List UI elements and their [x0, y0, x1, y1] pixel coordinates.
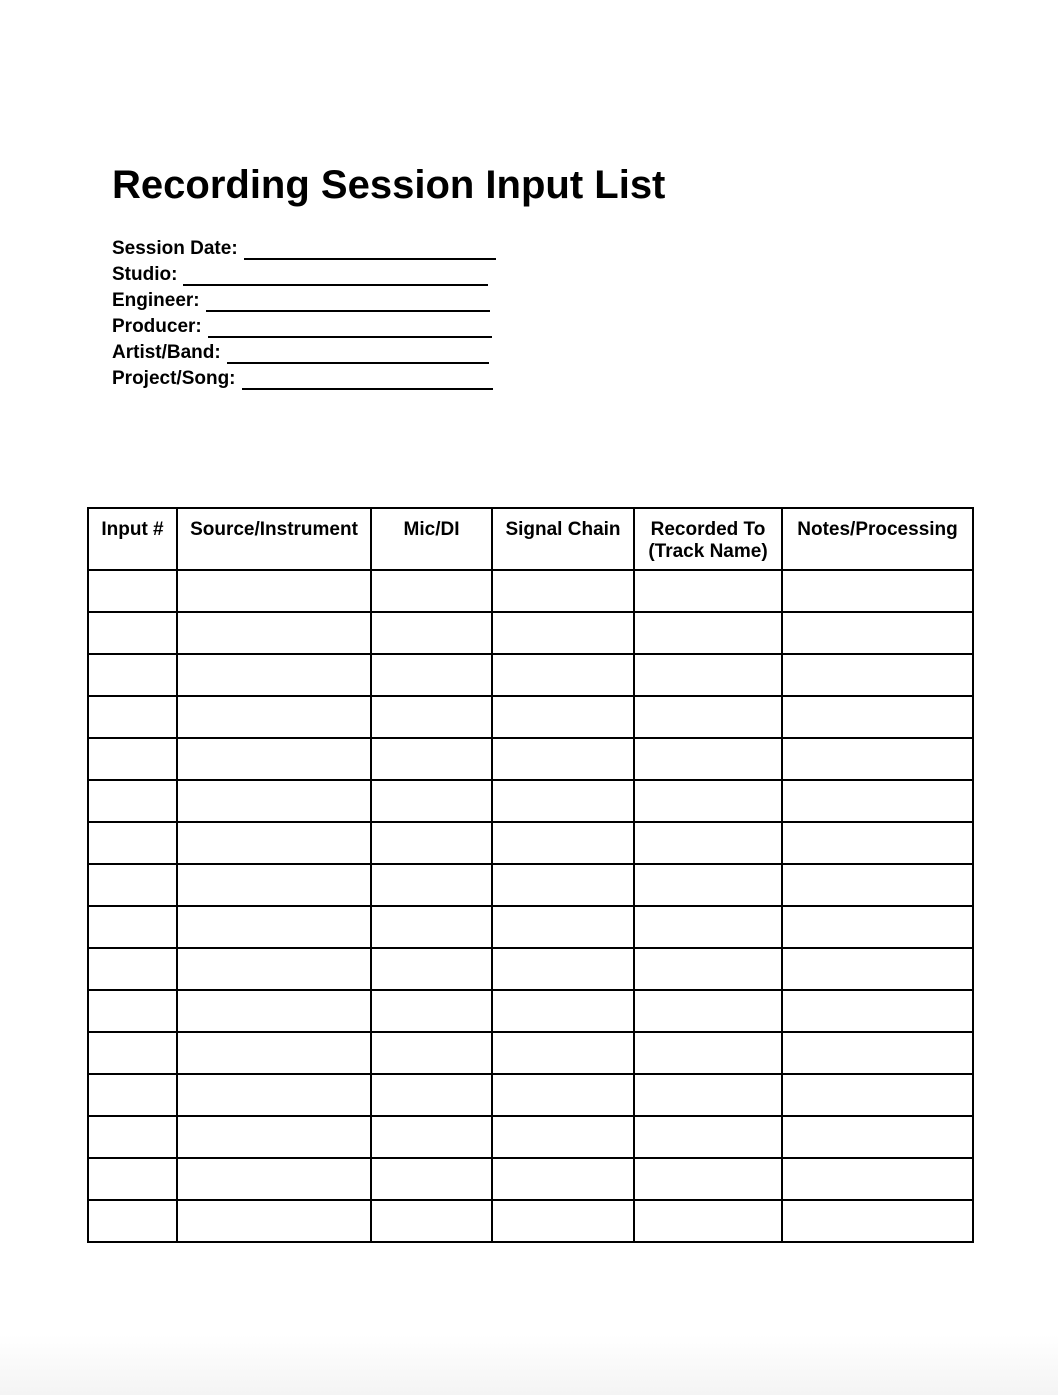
column-header-mic-di: Mic/DI	[371, 508, 492, 570]
table-row	[88, 906, 973, 948]
page-edge-shadow	[0, 1335, 1058, 1395]
cell-mic-di[interactable]	[371, 696, 492, 738]
cell-source-instrument[interactable]	[177, 654, 371, 696]
cell-notes-processing[interactable]	[782, 822, 973, 864]
cell-notes-processing[interactable]	[782, 1158, 973, 1200]
cell-input-number[interactable]	[88, 738, 177, 780]
cell-source-instrument[interactable]	[177, 1158, 371, 1200]
cell-mic-di[interactable]	[371, 1200, 492, 1242]
cell-source-instrument[interactable]	[177, 570, 371, 612]
cell-input-number[interactable]	[88, 612, 177, 654]
cell-signal-chain[interactable]	[492, 696, 634, 738]
artist-band-blank[interactable]	[227, 341, 489, 364]
producer-field	[112, 315, 496, 341]
cell-input-number[interactable]	[88, 1074, 177, 1116]
field-label: Project/Song:	[112, 368, 236, 389]
cell-input-number[interactable]	[88, 696, 177, 738]
cell-signal-chain[interactable]	[492, 864, 634, 906]
table-row	[88, 780, 973, 822]
table-row	[88, 1200, 973, 1242]
cell-recorded-to[interactable]	[634, 1074, 782, 1116]
cell-signal-chain[interactable]	[492, 1116, 634, 1158]
cell-source-instrument[interactable]	[177, 780, 371, 822]
cell-input-number[interactable]	[88, 1158, 177, 1200]
table-row	[88, 612, 973, 654]
cell-mic-di[interactable]	[371, 738, 492, 780]
cell-recorded-to[interactable]	[634, 1116, 782, 1158]
cell-recorded-to[interactable]	[634, 654, 782, 696]
cell-notes-processing[interactable]	[782, 696, 973, 738]
cell-source-instrument[interactable]	[177, 1074, 371, 1116]
cell-signal-chain[interactable]	[492, 822, 634, 864]
project-song-field	[112, 367, 496, 393]
table-row	[88, 864, 973, 906]
cell-signal-chain[interactable]	[492, 906, 634, 948]
cell-source-instrument[interactable]	[177, 612, 371, 654]
table-row	[88, 1074, 973, 1116]
cell-recorded-to[interactable]	[634, 738, 782, 780]
cell-recorded-to[interactable]	[634, 948, 782, 990]
table-header-row	[88, 508, 973, 570]
cell-recorded-to[interactable]	[634, 906, 782, 948]
cell-mic-di[interactable]	[371, 1032, 492, 1074]
table-row	[88, 570, 973, 612]
cell-recorded-to[interactable]	[634, 570, 782, 612]
cell-notes-processing[interactable]	[782, 780, 973, 822]
engineer-blank[interactable]	[206, 289, 490, 312]
cell-signal-chain[interactable]	[492, 1032, 634, 1074]
cell-mic-di[interactable]	[371, 864, 492, 906]
cell-notes-processing[interactable]	[782, 738, 973, 780]
cell-signal-chain[interactable]	[492, 1200, 634, 1242]
cell-mic-di[interactable]	[371, 612, 492, 654]
field-label: Engineer:	[112, 290, 200, 311]
cell-notes-processing[interactable]	[782, 570, 973, 612]
cell-notes-processing[interactable]	[782, 1200, 973, 1242]
cell-signal-chain[interactable]	[492, 990, 634, 1032]
cell-input-number[interactable]	[88, 1200, 177, 1242]
cell-recorded-to[interactable]	[634, 864, 782, 906]
table-row	[88, 654, 973, 696]
cell-input-number[interactable]	[88, 906, 177, 948]
cell-source-instrument[interactable]	[177, 864, 371, 906]
table-row	[88, 738, 973, 780]
project-song-blank[interactable]	[242, 367, 493, 390]
cell-source-instrument[interactable]	[177, 1032, 371, 1074]
cell-notes-processing[interactable]	[782, 1074, 973, 1116]
page-title: Recording Session Input List	[112, 163, 666, 207]
cell-source-instrument[interactable]	[177, 990, 371, 1032]
cell-mic-di[interactable]	[371, 780, 492, 822]
cell-input-number[interactable]	[88, 1116, 177, 1158]
cell-source-instrument[interactable]	[177, 1200, 371, 1242]
cell-source-instrument[interactable]	[177, 1116, 371, 1158]
artist-band-field	[112, 341, 496, 367]
cell-mic-di[interactable]	[371, 906, 492, 948]
cell-mic-di[interactable]	[371, 990, 492, 1032]
cell-mic-di[interactable]	[371, 1116, 492, 1158]
table-row	[88, 696, 973, 738]
cell-notes-processing[interactable]	[782, 1032, 973, 1074]
cell-recorded-to[interactable]	[634, 1158, 782, 1200]
cell-signal-chain[interactable]	[492, 1074, 634, 1116]
input-list-table	[87, 507, 974, 1243]
column-header-recorded-to: Recorded To (Track Name)	[634, 508, 782, 570]
studio-blank[interactable]	[183, 263, 488, 286]
field-label: Artist/Band:	[112, 342, 221, 363]
column-header-notes-processing: Notes/Processing	[782, 508, 973, 570]
table-row	[88, 948, 973, 990]
cell-signal-chain[interactable]	[492, 738, 634, 780]
producer-blank[interactable]	[208, 315, 492, 338]
cell-notes-processing[interactable]	[782, 990, 973, 1032]
cell-mic-di[interactable]	[371, 822, 492, 864]
cell-input-number[interactable]	[88, 864, 177, 906]
cell-mic-di[interactable]	[371, 654, 492, 696]
cell-signal-chain[interactable]	[492, 1158, 634, 1200]
table-row	[88, 822, 973, 864]
field-label: Studio:	[112, 264, 178, 285]
cell-recorded-to[interactable]	[634, 780, 782, 822]
cell-signal-chain[interactable]	[492, 570, 634, 612]
cell-input-number[interactable]	[88, 822, 177, 864]
cell-input-number[interactable]	[88, 1032, 177, 1074]
cell-notes-processing[interactable]	[782, 948, 973, 990]
cell-mic-di[interactable]	[371, 948, 492, 990]
field-label: Producer:	[112, 316, 202, 337]
cell-source-instrument[interactable]	[177, 906, 371, 948]
column-header-source-instrument: Source/Instrument	[177, 508, 371, 570]
cell-recorded-to[interactable]	[634, 990, 782, 1032]
cell-input-number[interactable]	[88, 654, 177, 696]
cell-notes-processing[interactable]	[782, 906, 973, 948]
cell-recorded-to[interactable]	[634, 822, 782, 864]
field-label: Session Date:	[112, 238, 238, 259]
cell-input-number[interactable]	[88, 948, 177, 990]
cell-notes-processing[interactable]	[782, 654, 973, 696]
cell-recorded-to[interactable]	[634, 1200, 782, 1242]
cell-notes-processing[interactable]	[782, 1116, 973, 1158]
cell-input-number[interactable]	[88, 990, 177, 1032]
session-date-blank[interactable]	[244, 237, 496, 260]
cell-recorded-to[interactable]	[634, 612, 782, 654]
column-header-input-number: Input #	[88, 508, 177, 570]
cell-notes-processing[interactable]	[782, 864, 973, 906]
cell-notes-processing[interactable]	[782, 612, 973, 654]
cell-mic-di[interactable]	[371, 1158, 492, 1200]
table-row	[88, 990, 973, 1032]
cell-signal-chain[interactable]	[492, 612, 634, 654]
cell-recorded-to[interactable]	[634, 1032, 782, 1074]
cell-recorded-to[interactable]	[634, 696, 782, 738]
table-row	[88, 1116, 973, 1158]
cell-mic-di[interactable]	[371, 1074, 492, 1116]
cell-mic-di[interactable]	[371, 570, 492, 612]
cell-source-instrument[interactable]	[177, 738, 371, 780]
table-row	[88, 1032, 973, 1074]
cell-input-number[interactable]	[88, 780, 177, 822]
table-body	[88, 570, 973, 1242]
column-header-signal-chain: Signal Chain	[492, 508, 634, 570]
session-date-field	[112, 237, 496, 263]
cell-source-instrument[interactable]	[177, 696, 371, 738]
cell-source-instrument[interactable]	[177, 822, 371, 864]
table-row	[88, 1158, 973, 1200]
engineer-field	[112, 289, 496, 315]
cell-source-instrument[interactable]	[177, 948, 371, 990]
cell-signal-chain[interactable]	[492, 780, 634, 822]
cell-signal-chain[interactable]	[492, 654, 634, 696]
studio-field	[112, 263, 496, 289]
cell-signal-chain[interactable]	[492, 948, 634, 990]
cell-input-number[interactable]	[88, 570, 177, 612]
session-info-fields	[112, 237, 496, 393]
